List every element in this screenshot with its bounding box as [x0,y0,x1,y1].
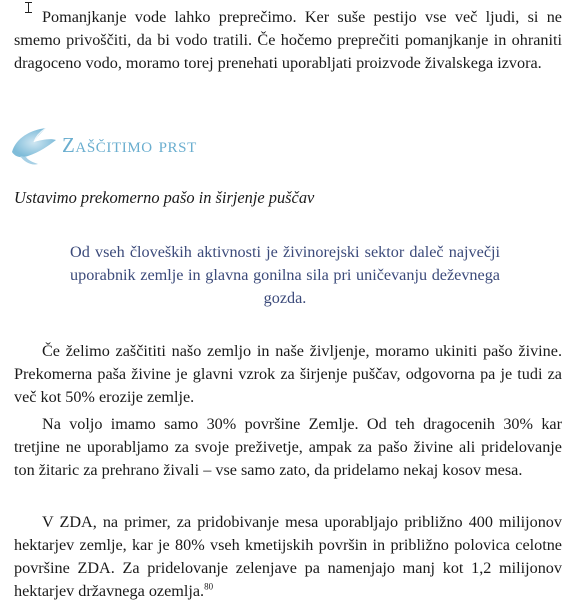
section-heading [6,118,566,172]
footnote-marker: 80 [204,581,214,592]
pull-quote: Od vseh človeških aktivnosti je živinorejski sektor daleč največji uporabnik zemlje in glavna gonilna sila pri uničevanju deževnega gozda. [70,243,500,307]
section-title: Zaščitimo prst [62,133,197,157]
body-paragraph-2: Na voljo imamo samo 30% površine Zemlje. Od teh dragocenih 30% kar tretjine ne uporabljamo za svoje preživetje, ampak za pašo živine ali pridelovanje ton žitaric za prehrano živali – vse samo zato, da pridelamo nekaj kosov mesa. [14,415,562,479]
intro-paragraph: Pomanjkanje vode lahko preprečimo. Ker suše pestijo vse več ljudi, si ne smemo privoščiti, da bi vodo tratili. Če hočemo preprečiti pomanjkanje in ohraniti dragoceno vodo, moramo torej prenehati uporabljati proizvode živalskega izvora. [14,8,562,72]
body-paragraph-1: Če želimo zaščititi našo zemljo in naše življenje, moramo ukiniti pašo živine. Prekomerna paša živine je glavni vzrok za širjenje puščav, odgovorna pa je tudi za več kot 50% erozije zemlje. [14,342,562,406]
body-paragraph-3 [14,511,562,603]
body-paragraph-3-text: V ZDA, na primer, za pridobivanje mesa uporabljajo približno 400 milijonov hektarjev zemlje, kar je 80% vseh kmetijskih površin in približno polovica celotne površine ZDA. Za pridelovanje zelenjave pa namenjajo manj kot 1,2 milijonov hektarjev državnega ozemlja. [14,513,562,600]
section-subtitle: Ustavimo prekomerno pašo in širjenje puščav [14,188,315,207]
dove-icon [6,118,60,172]
